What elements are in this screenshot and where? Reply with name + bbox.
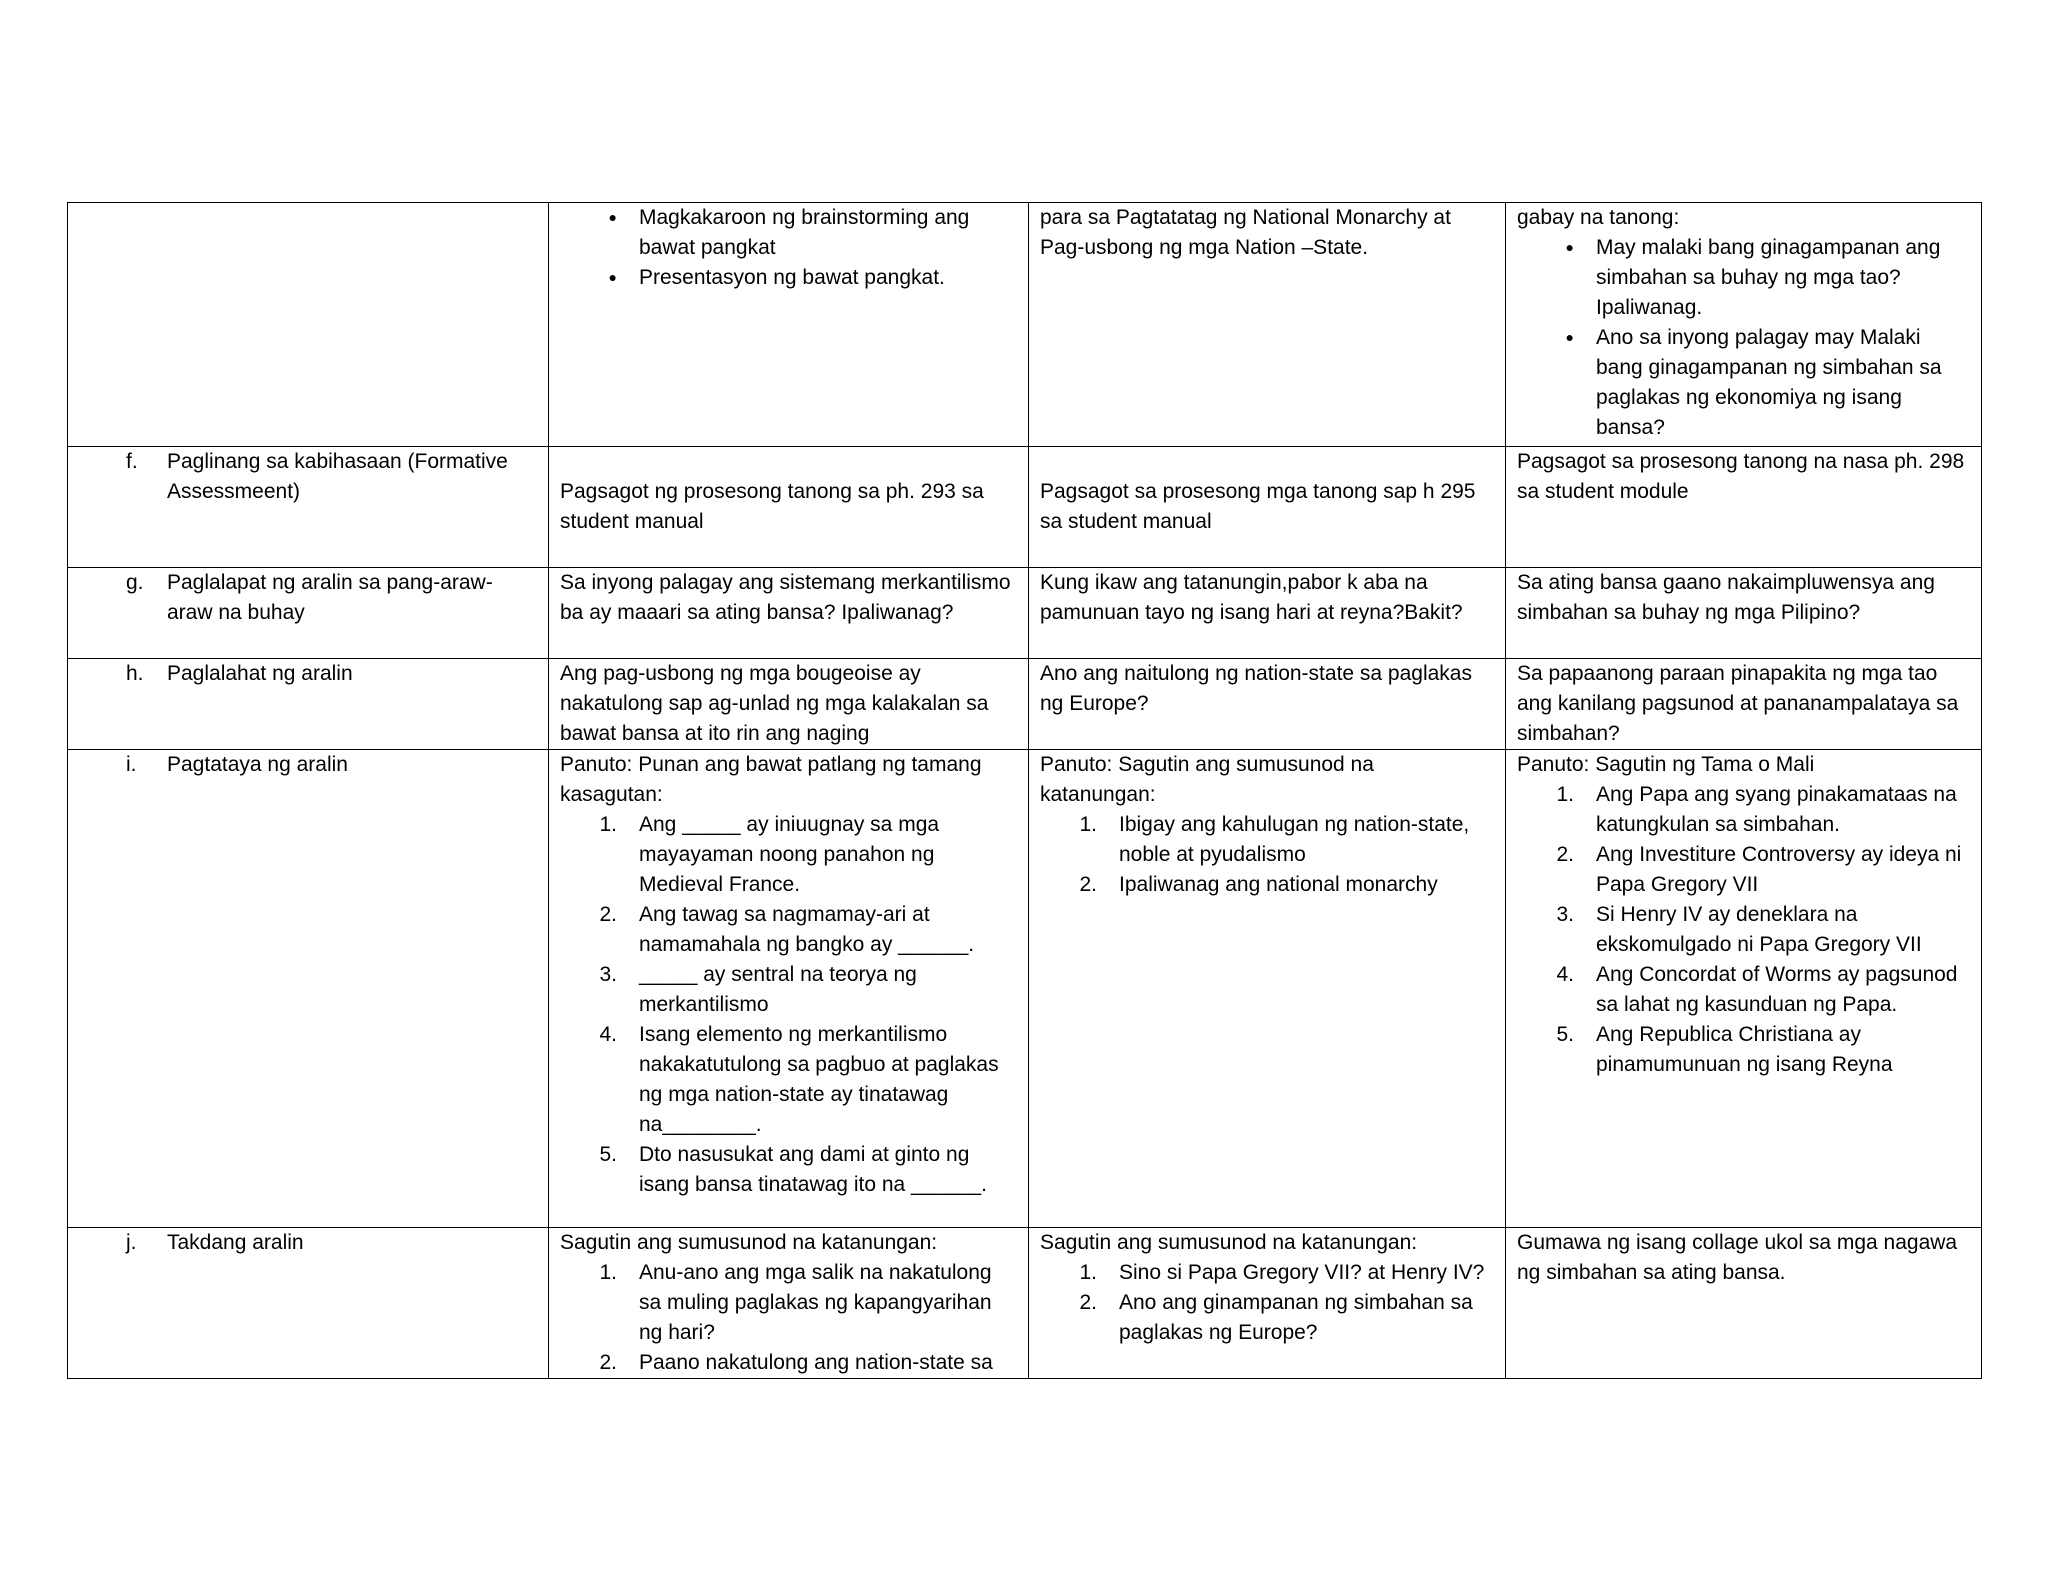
- list-item: 4. Ang Concordat of Worms ay pagsunod sa lahat ng kasunduan ng Papa.: [1556, 963, 1958, 1016]
- strategy-cell: Ang pag-usbong ng mga bougeoise ay nakatulong sap ag-unlad ng mga kalakalan sa bawat bansa at ito rin ang naging: [549, 659, 1029, 750]
- bullet-icon: [560, 263, 639, 294]
- table-row: [68, 659, 1982, 750]
- list-item: ● Ano sa inyong palagay may Malaki bang ginagampanan ng simbahan sa paglakas ng ekonomiya ng isang bansa?: [1517, 323, 1971, 443]
- strategy-cell: Sagutin ang sumusunod na katanungan: 1. Anu-ano ang mga salik na nakatulong sa muling paglakas ng kapangyarihan ng hari? 2. Paano nakatulong ang nation-state sa: [549, 1228, 1029, 1379]
- list-item: ● Magkakaroon ng brainstorming ang bawat pangkat: [560, 203, 1018, 263]
- row-label-cell: i. Pagtataya ng aralin: [68, 750, 549, 1228]
- list-item: ● Presentasyon ng bawat pangkat.: [560, 263, 1018, 294]
- list-item: ● May malaki bang ginagampanan ang simbahan sa buhay ng mga tao? Ipaliwanag.: [1517, 233, 1971, 323]
- list-item: 1. Ang Papa ang syang pinakamataas na katungkulan sa simbahan.: [1556, 783, 1957, 836]
- list-item: 5. Ang Republica Christiana ay pinamumunuan ng isang Reyna: [1556, 1023, 1893, 1076]
- numbered-list: [1040, 1258, 1495, 1348]
- table-row: [68, 1228, 1982, 1379]
- numbered-list: [1040, 810, 1495, 900]
- list-item: 2. Ipaliwanag ang national monarchy: [1079, 873, 1438, 896]
- row-label-cell: [68, 203, 549, 447]
- list-item: 4. Isang elemento ng merkantilismo nakakatutulong sa pagbuo at paglakas ng mga nation-state ay tinatawag na________.: [599, 1023, 999, 1136]
- list-item: 1. Ibigay ang kahulugan ng nation-state, noble at pyudalismo: [1079, 813, 1470, 866]
- numbered-list: [560, 1258, 1018, 1378]
- list-item: 3. _____ ay sentral na teorya ng merkantilismo: [599, 963, 917, 1016]
- strategy-cell: Pagsagot sa prosesong tanong na nasa ph. 298 sa student module: [1506, 447, 1982, 568]
- numbered-list: [560, 810, 1018, 1200]
- strategy-cell: Gumawa ng isang collage ukol sa mga nagawa ng simbahan sa ating bansa.: [1506, 1228, 1982, 1379]
- bullet-list: [560, 203, 1018, 294]
- strategy-cell: Sa inyong palagay ang sistemang merkantilismo ba ay maaari sa ating bansa? Ipaliwanag?: [549, 568, 1029, 659]
- strategy-cell: Pagsagot ng prosesong tanong sa ph. 293 sa student manual: [549, 447, 1029, 568]
- table-row: [68, 447, 1982, 568]
- strategy-cell: Sa papaanong paraan pinapakita ng mga tao ang kanilang pagsunod at pananampalataya sa simbahan?: [1506, 659, 1982, 750]
- strategy-cell: [549, 203, 1029, 447]
- list-item: 3. Si Henry IV ay deneklara na ekskomulgado ni Papa Gregory VII: [1556, 903, 1922, 956]
- strategy-cell: Ano ang naitulong ng nation-state sa paglakas ng Europe?: [1029, 659, 1506, 750]
- strategy-cell: Panuto: Sagutin ang sumusunod na katanungan: 1. Ibigay ang kahulugan ng nation-state, noble at pyudalismo 2. Ipaliwanag ang national monarchy: [1029, 750, 1506, 1228]
- list-item: 2. Ang tawag sa nagmamay-ari at namamahala ng bangko ay ______.: [599, 903, 975, 956]
- strategy-cell: Panuto: Sagutin ng Tama o Mali 1. Ang Papa ang syang pinakamataas na katungkulan sa simbahan. 2. Ang Investiture Controversy ay ideya ni Papa Gregory VII 3. Si Henry IV ay deneklara na ekskomulgado ni Papa Gregory VII 4. Ang Concordat of Worms ay pagsunod sa lahat ng kasunduan ng Papa. 5. Ang Republica Christiana ay pinamumunuan ng isang Reyna: [1506, 750, 1982, 1228]
- bullet-list: [1517, 233, 1971, 443]
- row-label-cell: h. Paglalahat ng aralin: [68, 659, 549, 750]
- list-item: 1. Anu-ano ang mga salik na nakatulong sa muling paglakas ng kapangyarihan ng hari?: [599, 1261, 992, 1344]
- list-item: 1. Sino si Papa Gregory VII? at Henry IV?: [1079, 1261, 1485, 1284]
- bullet-icon: [560, 203, 639, 263]
- strategy-cell: para sa Pagtatatag ng National Monarchy at Pag-usbong ng mga Nation –State.: [1029, 203, 1506, 447]
- strategy-cell: Panuto: Punan ang bawat patlang ng tamang kasagutan: 1. Ang _____ ay iniuugnay sa mga mayayaman noong panahon ng Medieval France. 2. Ang tawag sa nagmamay-ari at namamahala ng bangko ay ______. 3. _____ ay sentral na teorya ng merkantilismo 4. Isang elemento ng merkantilismo nakakatutulong sa pagbuo at paglakas ng mga nation-state ay tinatawag na________. 5. Dto nasusukat ang dami at ginto ng isang bansa tinatawag ito na ______.: [549, 750, 1029, 1228]
- strategy-cell: Kung ikaw ang tatanungin,pabor k aba na pamunuan tayo ng isang hari at reyna?Bakit?: [1029, 568, 1506, 659]
- list-item: 5. Dto nasusukat ang dami at ginto ng isang bansa tinatawag ito na ______.: [599, 1143, 987, 1196]
- list-item: 2. Ang Investiture Controversy ay ideya ni Papa Gregory VII: [1556, 843, 1962, 896]
- table-row: [68, 203, 1982, 447]
- row-label-cell: j. Takdang aralin: [68, 1228, 549, 1379]
- bullet-icon: [1517, 323, 1596, 443]
- strategy-cell: gabay na tanong: ● May malaki bang ginagampanan ang simbahan sa buhay ng mga tao? Ipaliwanag. ● Ano sa inyong palagay may Malaki bang ginagampanan ng simbahan sa paglakas ng ekonomiya ng isang bansa?: [1506, 203, 1982, 447]
- numbered-list: [1517, 780, 1971, 1080]
- bullet-icon: [1517, 233, 1596, 323]
- row-label-cell: f. Paglinang sa kabihasaan (Formative Assessmeent): [68, 447, 549, 568]
- lesson-plan-table: [67, 202, 1982, 1379]
- list-item: 2. Paano nakatulong ang nation-state sa: [599, 1351, 993, 1374]
- strategy-cell: Sa ating bansa gaano nakaimpluwensya ang simbahan sa buhay ng mga Pilipino?: [1506, 568, 1982, 659]
- list-item: 2. Ano ang ginampanan ng simbahan sa paglakas ng Europe?: [1079, 1291, 1473, 1344]
- table-row: [68, 568, 1982, 659]
- strategy-cell: Pagsagot sa prosesong mga tanong sap h 295 sa student manual: [1029, 447, 1506, 568]
- list-item: 1. Ang _____ ay iniuugnay sa mga mayayaman noong panahon ng Medieval France.: [599, 813, 940, 896]
- row-label-cell: g. Paglalapat ng aralin sa pang-araw-araw na buhay: [68, 568, 549, 659]
- table-row: [68, 750, 1982, 1228]
- strategy-cell: Sagutin ang sumusunod na katanungan: 1. Sino si Papa Gregory VII? at Henry IV? 2. Ano ang ginampanan ng simbahan sa paglakas ng Europe?: [1029, 1228, 1506, 1379]
